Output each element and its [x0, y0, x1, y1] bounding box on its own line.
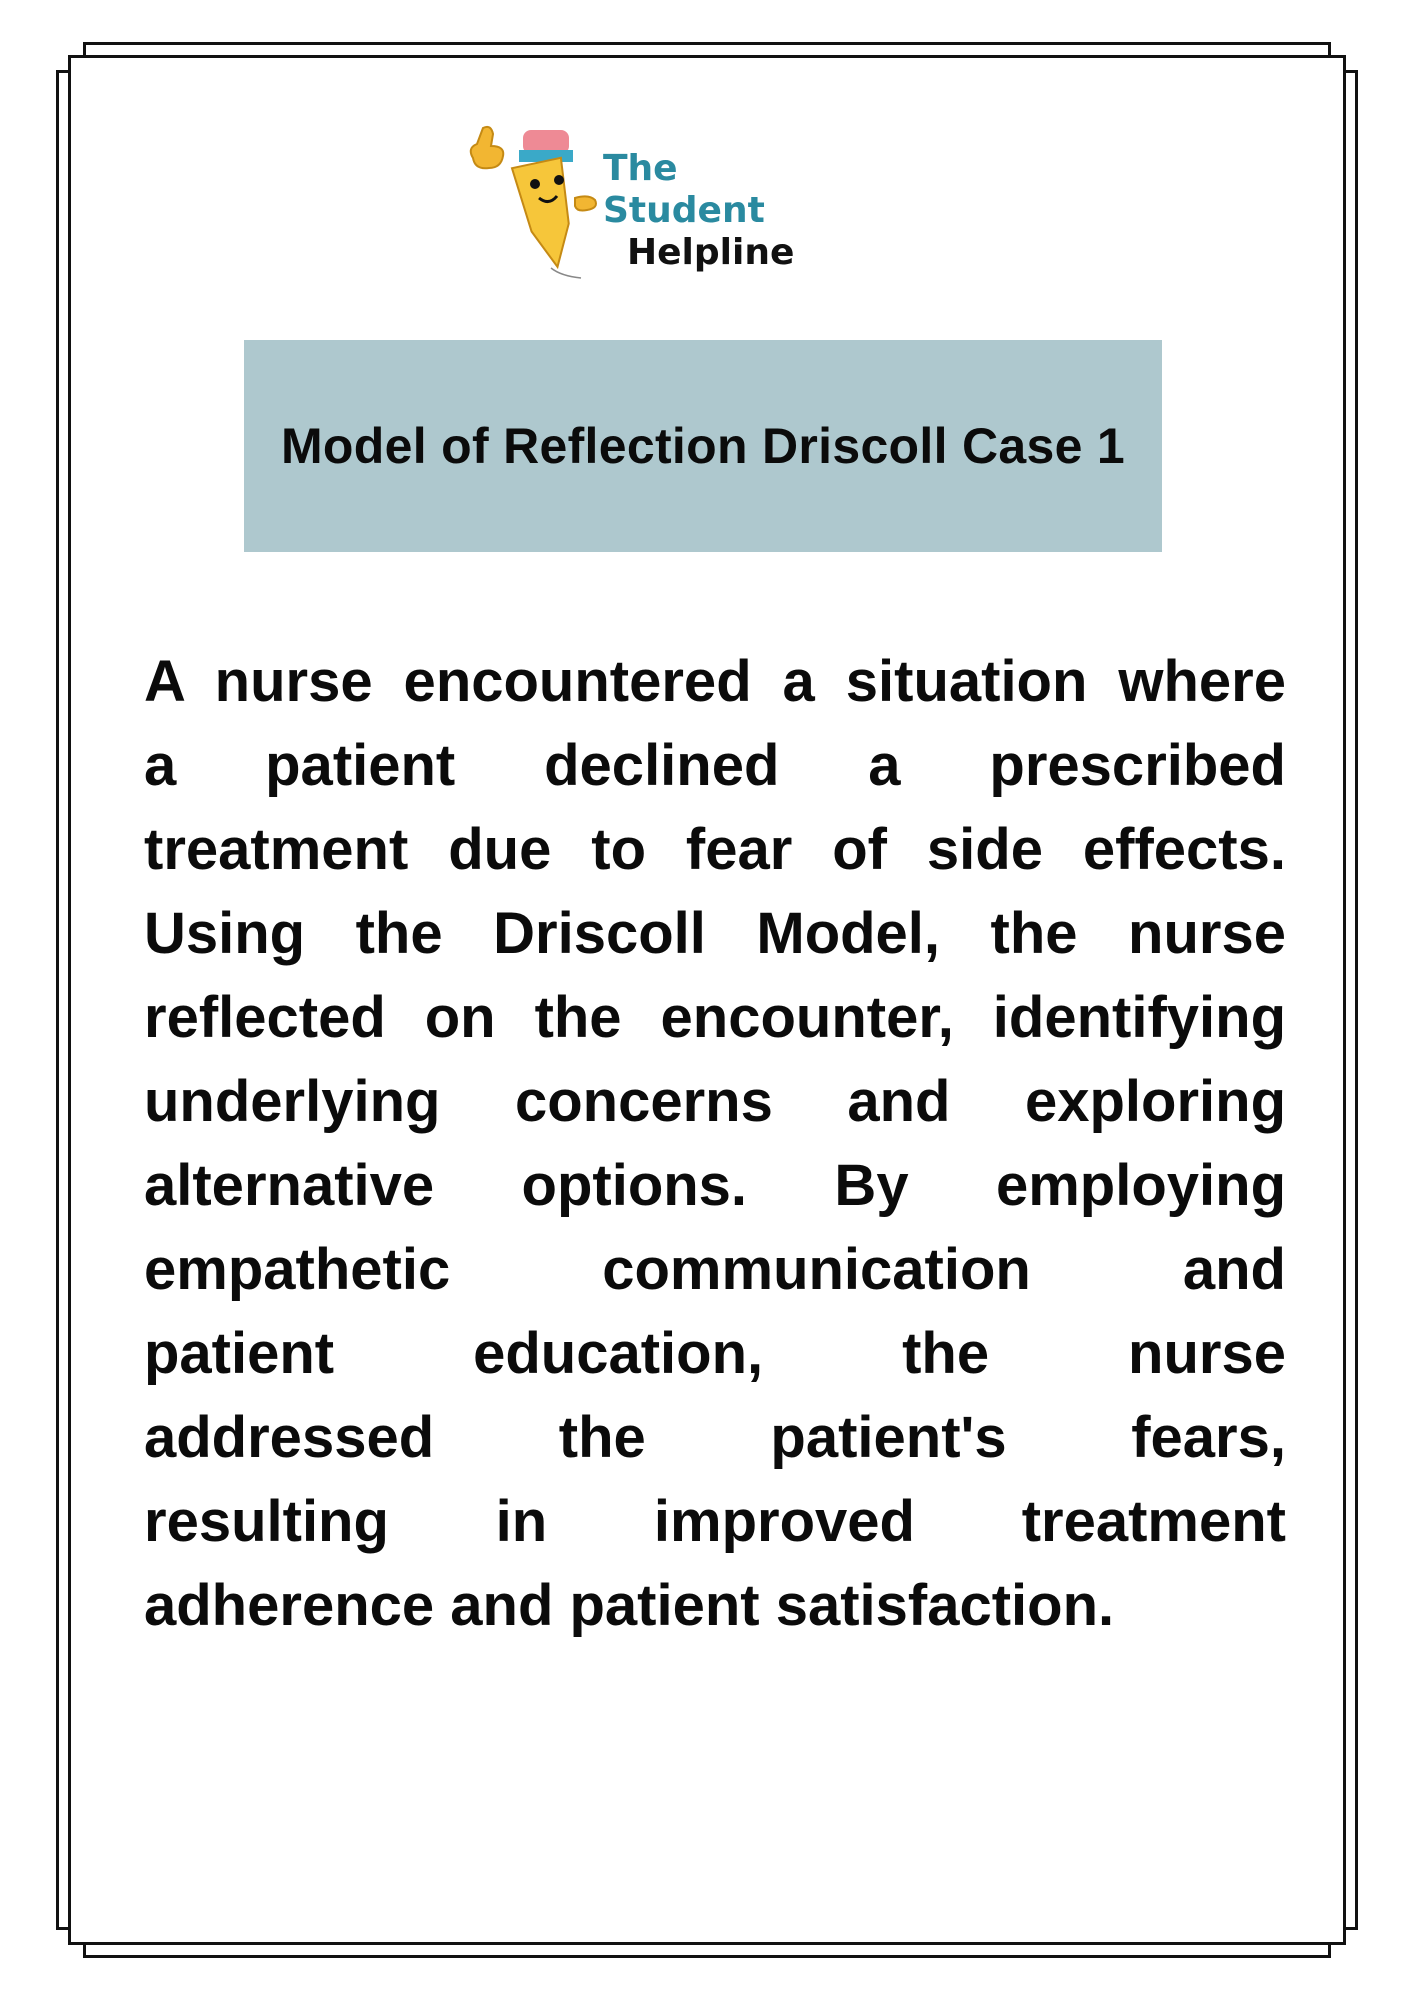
- body-line: adherence and patient satisfaction.: [144, 1573, 1115, 1638]
- border-line: [68, 55, 1346, 58]
- border-line: [1343, 55, 1346, 1945]
- border-line: [1328, 42, 1331, 58]
- border-line: [1328, 1942, 1331, 1958]
- border-line: [56, 70, 71, 73]
- border-line: [1343, 70, 1358, 73]
- body-line: resulting in improved treatment: [144, 1489, 1286, 1554]
- logo: [463, 118, 823, 288]
- logo-line-2: Helpline: [627, 232, 795, 273]
- border-line: [83, 42, 86, 58]
- case-description: [144, 640, 1286, 1648]
- border-line: [83, 1955, 1331, 1958]
- body-line: alternative options. By employing: [144, 1153, 1286, 1218]
- body-line: addressed the patient's fears,: [144, 1405, 1286, 1470]
- body-line: Using the Driscoll Model, the nurse: [144, 901, 1286, 966]
- title-banner: [244, 340, 1162, 552]
- pencil-mascot-icon: [463, 118, 613, 288]
- body-line: treatment due to fear of side effects.: [144, 817, 1286, 882]
- border-line: [56, 70, 59, 1930]
- border-line: [56, 1927, 71, 1930]
- border-line: [68, 1942, 1346, 1945]
- body-line: A nurse encountered a situation where: [144, 649, 1286, 714]
- body-line: a patient declined a prescribed: [144, 733, 1286, 798]
- border-line: [83, 42, 1331, 45]
- border-line: [1355, 70, 1358, 1930]
- border-line: [83, 1942, 86, 1958]
- border-line: [1343, 1927, 1358, 1930]
- border-line: [68, 55, 71, 1945]
- logo-line-1: The Student: [603, 148, 765, 231]
- page-title: Model of Reflection Driscoll Case 1: [280, 418, 1126, 474]
- body-line: patient education, the nurse: [144, 1321, 1286, 1386]
- body-line: empathetic communication and: [144, 1237, 1286, 1302]
- body-line: underlying concerns and exploring: [144, 1069, 1286, 1134]
- body-line: reflected on the encounter, identifying: [144, 985, 1286, 1050]
- logo-wordmark: [603, 148, 823, 274]
